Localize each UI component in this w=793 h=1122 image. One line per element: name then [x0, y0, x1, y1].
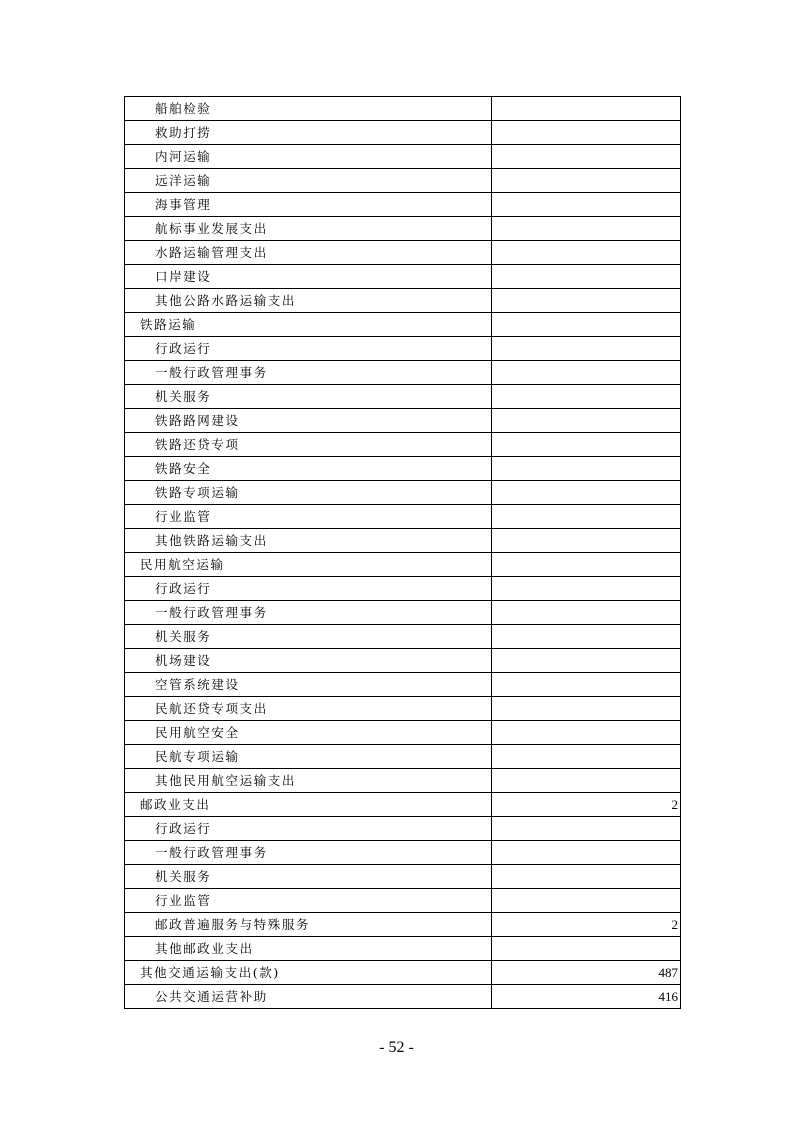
row-value — [492, 313, 681, 337]
row-value — [492, 193, 681, 217]
table-row — [125, 649, 681, 673]
table-row — [125, 97, 681, 121]
row-label: 其他铁路运输支出 — [125, 529, 492, 553]
page-number: - 52 - — [379, 1039, 414, 1056]
row-label: 铁路运输 — [125, 313, 492, 337]
row-value — [492, 817, 681, 841]
row-label: 公共交通运营补助 — [125, 985, 492, 1009]
table-row — [125, 337, 681, 361]
row-value: 416 — [492, 985, 681, 1009]
row-value — [492, 769, 681, 793]
row-value — [492, 409, 681, 433]
row-label: 水路运输管理支出 — [125, 241, 492, 265]
row-label: 船舶检验 — [125, 97, 492, 121]
row-value — [492, 721, 681, 745]
row-value — [492, 385, 681, 409]
table-row — [125, 673, 681, 697]
table-row — [125, 601, 681, 625]
row-label: 邮政普遍服务与特殊服务 — [125, 913, 492, 937]
row-label: 铁路安全 — [125, 457, 492, 481]
table-body — [125, 97, 681, 1009]
table-row — [125, 625, 681, 649]
table-row — [125, 145, 681, 169]
expenditure-table — [124, 96, 681, 1009]
row-label: 行业监管 — [125, 889, 492, 913]
row-value — [492, 529, 681, 553]
row-value — [492, 121, 681, 145]
row-value — [492, 625, 681, 649]
table-row — [125, 529, 681, 553]
row-value — [492, 577, 681, 601]
row-label: 民用航空运输 — [125, 553, 492, 577]
row-value — [492, 217, 681, 241]
row-label: 机关服务 — [125, 865, 492, 889]
table-row — [125, 913, 681, 937]
row-value — [492, 841, 681, 865]
row-label: 邮政业支出 — [125, 793, 492, 817]
table-row — [125, 481, 681, 505]
row-value — [492, 265, 681, 289]
row-label: 航标事业发展支出 — [125, 217, 492, 241]
row-value — [492, 337, 681, 361]
row-value — [492, 745, 681, 769]
row-value: 487 — [492, 961, 681, 985]
table-row — [125, 313, 681, 337]
row-value: 2 — [492, 793, 681, 817]
row-label: 行业监管 — [125, 505, 492, 529]
row-value — [492, 505, 681, 529]
row-label: 远洋运输 — [125, 169, 492, 193]
row-value — [492, 865, 681, 889]
table-row — [125, 769, 681, 793]
row-label: 行政运行 — [125, 337, 492, 361]
row-label: 一般行政管理事务 — [125, 601, 492, 625]
row-label: 民航专项运输 — [125, 745, 492, 769]
row-label: 口岸建设 — [125, 265, 492, 289]
table-row — [125, 385, 681, 409]
row-value — [492, 937, 681, 961]
table-row — [125, 889, 681, 913]
row-value — [492, 361, 681, 385]
row-value — [492, 289, 681, 313]
row-label: 铁路路网建设 — [125, 409, 492, 433]
row-label: 海事管理 — [125, 193, 492, 217]
row-value: 2 — [492, 913, 681, 937]
table-row — [125, 793, 681, 817]
table-row — [125, 409, 681, 433]
table-row — [125, 721, 681, 745]
row-label: 民航还贷专项支出 — [125, 697, 492, 721]
row-value — [492, 673, 681, 697]
row-value — [492, 169, 681, 193]
table-row — [125, 121, 681, 145]
row-label: 行政运行 — [125, 817, 492, 841]
row-value — [492, 97, 681, 121]
table-row — [125, 985, 681, 1009]
table-row — [125, 457, 681, 481]
table-row — [125, 841, 681, 865]
row-label: 一般行政管理事务 — [125, 841, 492, 865]
row-label: 铁路专项运输 — [125, 481, 492, 505]
row-label: 行政运行 — [125, 577, 492, 601]
row-value — [492, 457, 681, 481]
row-label: 其他交通运输支出(款) — [125, 961, 492, 985]
table-row — [125, 241, 681, 265]
table-row — [125, 433, 681, 457]
row-label: 救助打捞 — [125, 121, 492, 145]
table-row — [125, 961, 681, 985]
table-row — [125, 193, 681, 217]
row-value — [492, 601, 681, 625]
row-label: 其他邮政业支出 — [125, 937, 492, 961]
row-value — [492, 889, 681, 913]
table-row — [125, 265, 681, 289]
table-row — [125, 697, 681, 721]
row-label: 机关服务 — [125, 625, 492, 649]
table-row — [125, 217, 681, 241]
row-value — [492, 553, 681, 577]
row-label: 铁路还贷专项 — [125, 433, 492, 457]
row-label: 其他民用航空运输支出 — [125, 769, 492, 793]
table-row — [125, 553, 681, 577]
row-label: 机关服务 — [125, 385, 492, 409]
row-label: 内河运输 — [125, 145, 492, 169]
row-value — [492, 241, 681, 265]
row-label: 民用航空安全 — [125, 721, 492, 745]
row-label: 其他公路水路运输支出 — [125, 289, 492, 313]
row-value — [492, 481, 681, 505]
row-value — [492, 697, 681, 721]
row-label: 一般行政管理事务 — [125, 361, 492, 385]
row-value — [492, 433, 681, 457]
table-row — [125, 505, 681, 529]
table-row — [125, 169, 681, 193]
table-row — [125, 289, 681, 313]
table-row — [125, 745, 681, 769]
row-label: 机场建设 — [125, 649, 492, 673]
table-row — [125, 817, 681, 841]
row-value — [492, 649, 681, 673]
table-row — [125, 577, 681, 601]
table-row — [125, 937, 681, 961]
table-row — [125, 361, 681, 385]
row-value — [492, 145, 681, 169]
row-label: 空管系统建设 — [125, 673, 492, 697]
table-row — [125, 865, 681, 889]
